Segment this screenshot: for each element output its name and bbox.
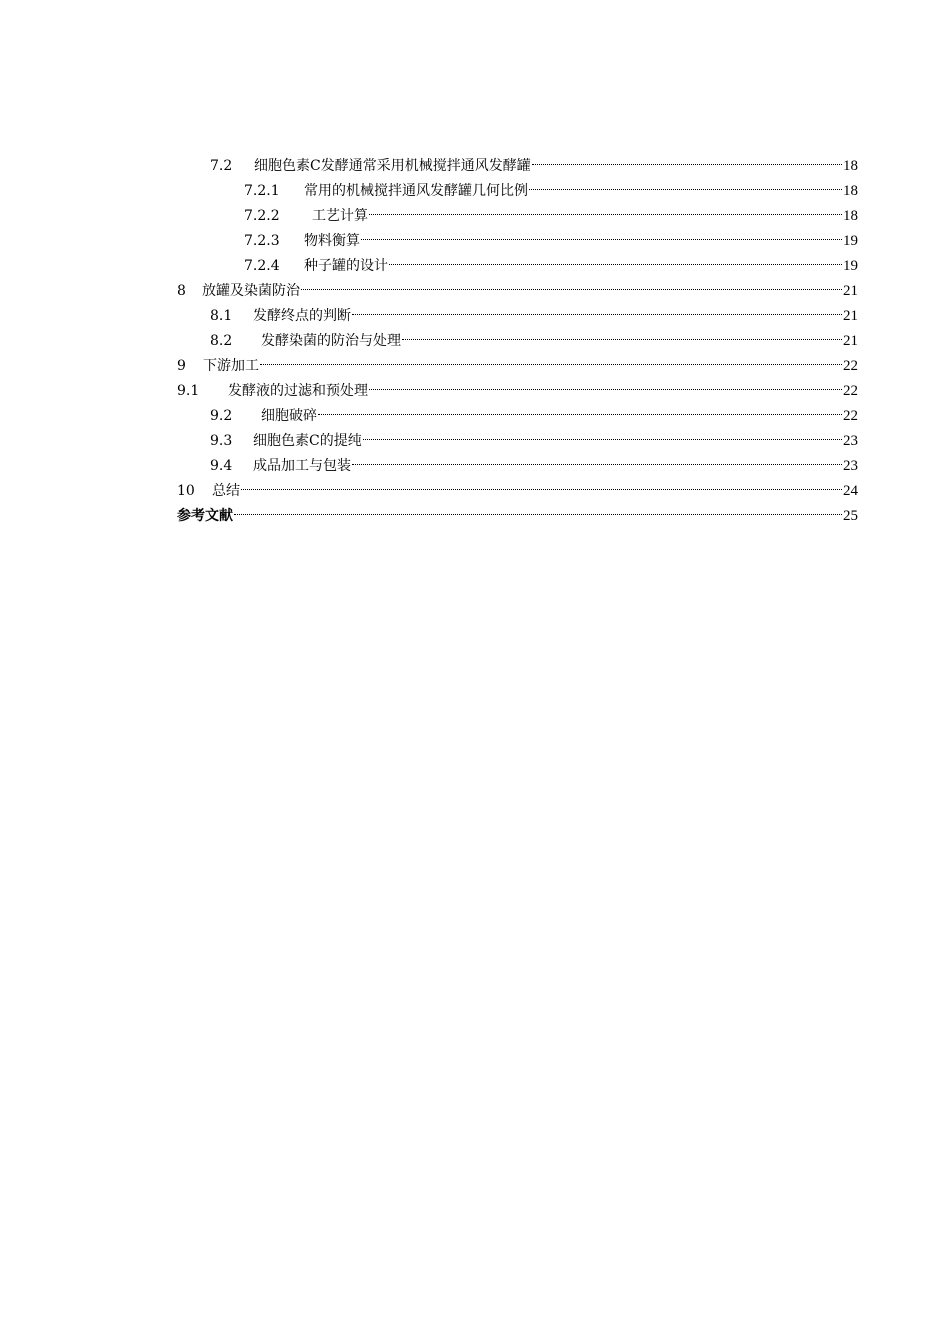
toc-entry-page: 18 [843, 158, 858, 174]
toc-dot-leader [260, 348, 842, 370]
toc-dot-leader [369, 373, 842, 395]
toc-dot-leader [529, 173, 842, 195]
toc-dot-leader [234, 498, 842, 520]
toc-entry-page: 18 [843, 208, 858, 224]
toc-entry-number: 9.2 [210, 408, 233, 424]
toc-entry-number: 7.2.4 [244, 258, 280, 274]
toc-entry-title: 发酵液的过滤和预处理 [228, 383, 368, 399]
toc-entry[interactable] [244, 248, 858, 274]
toc-entry-number: 7.2.3 [244, 233, 280, 249]
toc-entry[interactable] [244, 173, 858, 199]
toc-entry-page: 21 [843, 308, 858, 324]
toc-dot-leader [301, 273, 842, 295]
toc-entry-number: 7.2.1 [244, 183, 280, 199]
toc-entry-references[interactable] [177, 498, 858, 524]
toc-dot-leader [389, 248, 842, 270]
toc-entry-page: 22 [843, 408, 858, 424]
toc-dot-leader [361, 223, 842, 245]
toc-entry-number: 9.4 [210, 458, 233, 474]
toc-entry-page: 19 [843, 233, 858, 249]
toc-entry-page: 23 [843, 458, 858, 474]
toc-entry[interactable] [210, 398, 858, 424]
toc-entry-title: 物料衡算 [304, 233, 360, 249]
toc-entry[interactable] [177, 473, 858, 499]
toc-entry-page: 21 [843, 333, 858, 349]
toc-entry-title: 细胞色素C的提纯 [253, 433, 362, 449]
toc-entry-page: 19 [843, 258, 858, 274]
toc-dot-leader [352, 298, 842, 320]
toc-entry-number: 9.3 [210, 433, 233, 449]
toc-dot-leader [363, 423, 842, 445]
toc-entry[interactable] [177, 273, 858, 299]
toc-entry-page: 18 [843, 183, 858, 199]
toc-entry[interactable] [177, 348, 858, 374]
toc-entry[interactable] [210, 423, 858, 449]
toc-entry-title: 工艺计算 [312, 208, 368, 224]
toc-entry[interactable] [244, 223, 858, 249]
toc-entry-page: 24 [843, 483, 858, 499]
toc-entry-title: 种子罐的设计 [304, 258, 388, 274]
toc-entry-title: 细胞色素C发酵通常采用机械搅拌通风发酵罐 [254, 158, 531, 174]
toc-entry-number: 9 [177, 358, 186, 374]
toc-entry-title: 放罐及染菌防治 [202, 283, 300, 299]
toc-dot-leader [318, 398, 842, 420]
toc-entry[interactable] [210, 448, 858, 474]
toc-entry-title: 参考文献 [177, 508, 233, 524]
toc-entry-title: 发酵终点的判断 [253, 308, 351, 324]
toc-entry-title: 总结 [212, 483, 240, 499]
toc-entry[interactable] [177, 373, 858, 399]
toc-entry-number: 10 [177, 483, 195, 499]
toc-dot-leader [241, 473, 842, 495]
toc-dot-leader [352, 448, 842, 470]
toc-entry-title: 发酵染菌的防治与处理 [261, 333, 401, 349]
toc-entry-number: 8.1 [210, 308, 233, 324]
toc-entry-page: 22 [843, 383, 858, 399]
toc-entry-page: 22 [843, 358, 858, 374]
toc-entry-page: 23 [843, 433, 858, 449]
toc-entry-number: 7.2.2 [244, 208, 280, 224]
toc-entry-number: 7.2 [210, 158, 233, 174]
toc-entry-title: 细胞破碎 [261, 408, 317, 424]
toc-entry[interactable] [210, 298, 858, 324]
toc-dot-leader [532, 148, 842, 170]
toc-dot-leader [402, 323, 842, 345]
toc-entry[interactable] [244, 198, 858, 224]
toc-dot-leader [369, 198, 842, 220]
toc-entry-page: 21 [843, 283, 858, 299]
toc-entry-title: 下游加工 [203, 358, 259, 374]
toc-entry[interactable] [210, 148, 858, 174]
toc-entry-title: 成品加工与包装 [253, 458, 351, 474]
toc-entry[interactable] [210, 323, 858, 349]
toc-entry-number: 9.1 [177, 383, 200, 399]
toc-entry-page: 25 [843, 508, 858, 524]
toc-entry-title: 常用的机械搅拌通风发酵罐几何比例 [304, 183, 528, 199]
toc-entry-number: 8.2 [210, 333, 233, 349]
toc-entry-number: 8 [177, 283, 186, 299]
